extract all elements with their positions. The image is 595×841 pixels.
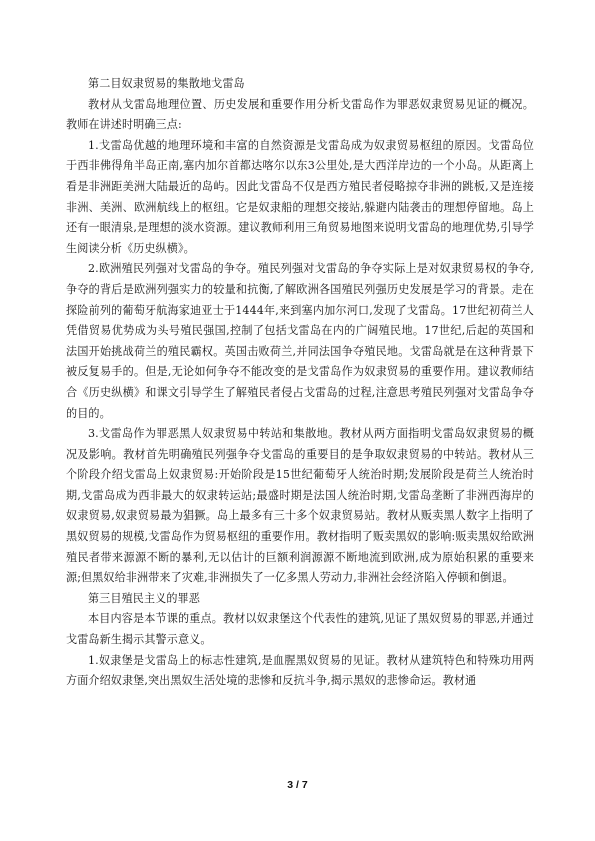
section2-intro: 教材从戈雷岛地理位置、历史发展和重要作用分析戈雷岛作为罪恶奴隶贸易见证的概况。教师在讲述时明确三点: (66, 97, 534, 132)
point-3-paragraph: 3.戈雷岛作为罪恶黑人奴隶贸易中转站和集散地。教材从两方面指明戈雷岛奴隶贸易的概况及影响。教材首先明确殖民列强争夺戈雷岛的重要目的是争取奴隶贸易的中转站。教材从三个阶段介绍戈雷岛上奴隶贸易:开始阶段是15世纪葡萄牙人统治时期;发展阶段是荷兰人统治时期,戈雷岛成为西非最大的奴隶转运站;最盛时期是法国人统治时期,戈雷岛垄断了非洲西海岸的奴隶贸易,奴隶贸易最为猖獗。岛上最多有三十多个奴隶贸易站。教材从贩卖黑人数字上指明了黑奴贸易的规模,戈雷岛作为贸易枢纽的重要作用。教材指明了贩卖黑奴的影响:贩卖黑奴给欧洲殖民者带来源源不断的暴利,无以估计的巨额利润源源不断地流到欧洲,成为原始积累的重要来源;但黑奴给非洲带来了灾难,非洲损失了一亿多黑人劳动力,非洲社会经济陷入停顿和倒退。 (66, 427, 534, 585)
document-body (66, 74, 534, 692)
page-number: 3 / 7 (287, 779, 308, 791)
point-2-paragraph: 2.欧洲殖民列强对戈雷岛的争夺。殖民列强对戈雷岛的争夺实际上是对奴隶贸易权的争夺,争夺的背后是欧洲列强实力的较量和抗衡,了解欧洲各国殖民列强历史发展是学习的背景。走在探险前列的葡萄牙航海家迪亚士于1444年,来到塞内加尔河口,发现了戈雷岛。17世纪初荷兰人凭借贸易优势成为头号殖民强国,控制了包括戈雷岛在内的广阔殖民地。17世纪,后起的英国和法国开始挑战荷兰的殖民霸权。英国击败荷兰,并同法国争夺殖民地。戈雷岛就是在这种背景下被反复易手的。但是,无论如何争夺不能改变的是戈雷岛作为奴隶贸易的重要作用。建议教师结合《历史纵横》和课文引导学生了解殖民者侵占戈雷岛的过程,注意思考殖民列强对戈雷岛争夺的目的。 (66, 262, 534, 420)
section3-intro: 本目内容是本节课的重点。教材以奴隶堡这个代表性的建筑,见证了黑奴贸易的罪恶,并通过戈雷岛新生揭示其警示意义。 (66, 612, 534, 647)
section3-point-1-paragraph: 1.奴隶堡是戈雷岛上的标志性建筑,是血腥黑奴贸易的见证。教材从建筑特色和特殊功用两方面介绍奴隶堡,突出黑奴生活处境的悲惨和反抗斗争,揭示黑奴的悲惨命运。教材通 (66, 653, 534, 688)
section2-heading: 第二目奴隶贸易的集散地戈雷岛 (88, 77, 245, 90)
point-1-paragraph: 1.戈雷岛优越的地理环境和丰富的自然资源是戈雷岛成为奴隶贸易枢纽的原因。戈雷岛位于西非佛得角半岛正南,塞内加尔首都达喀尔以东3公里处,是大西洋岸边的一个小岛。从距离上看是非洲距美洲大陆最近的岛屿。因此戈雷岛不仅是西方殖民者侵略掠夺非洲的跳板,又是连接非洲、美洲、欧洲航线上的枢纽。它是奴隶船的理想交接站,躲避内陆袭击的理想停留地。岛上还有一眼清泉,是理想的淡水资源。建议教师利用三角贸易地图来说明戈雷岛的地理优势,引导学生阅读分析《历史纵横》。 (66, 138, 534, 255)
section3-heading: 第三目殖民主义的罪恶 (88, 591, 200, 605)
